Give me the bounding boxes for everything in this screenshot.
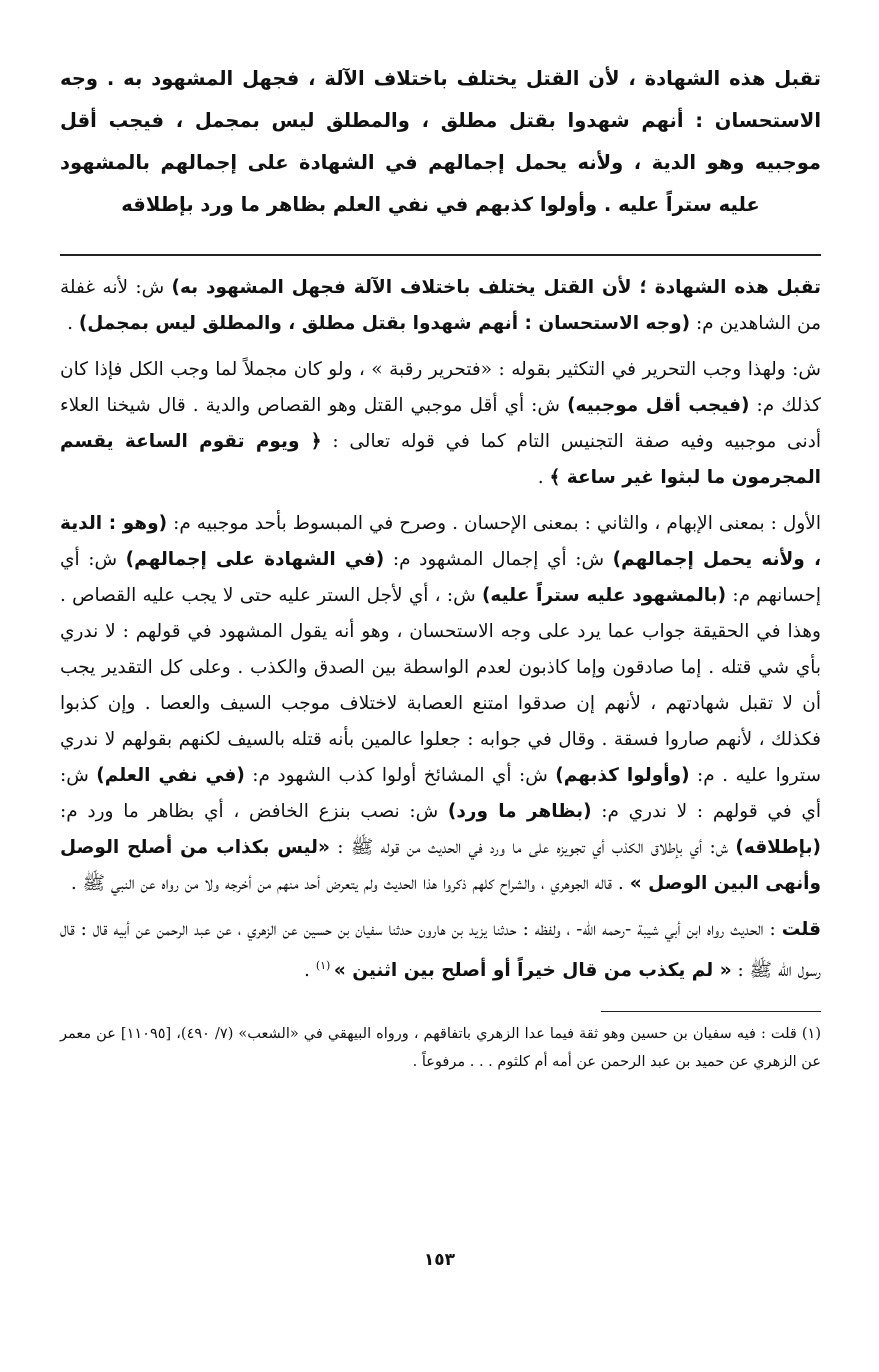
- commentary-text: ش: أي في قولهم : لا ندري م:: [60, 765, 821, 822]
- commentary-text: ش: أي أقل موجبي القتل وهو القصاص والدية . قال شيخنا العلاء أدنى موجبيه وفيه صفة التجنيس التام كما في قوله تعالى :: [60, 395, 821, 452]
- commentary-text: ش: نصب بنزع الخافض ، أي بظاهر ما ورد م:: [60, 801, 448, 822]
- page-number: ١٥٣: [423, 1250, 456, 1270]
- commentary-text: ش: أي المشائخ أولوا كذب الشهود م:: [244, 765, 556, 786]
- commentary-text: ش: ، أي لأجل الستر عليه حتى لا يجب عليه القصاص . وهذا في الحقيقة جواب عما يرد على وجه الاستحسان ، وهو أنه يقول المشهود في قولهم : لا ندري بأي شي قتله . إما صادقون وإما كاذبون لعدم الواسطة بين الصدق والكذب . وعلى كل التقدير يجب أن لا تقبل شهادتهم ، لأنهم إن صدقوا امتنع العصابة لاختلاف موجب السيف والعصا . وإن كذبوا فكذلك ، لأنهم صاروا فسقة . وقال في جوابه : جعلوا عالمين بأنه قتله بالسيف لكنهم بقولهم لا ندري ستروا عليه . م:: [60, 585, 821, 786]
- footnote-reference: (١): [315, 959, 334, 972]
- quoted-matn: (وهو : الدية ، ولأنه يحمل إجمالهم): [60, 513, 821, 570]
- footnote-1: (١) قلت : فيه سفيان بن حسين وهو ثقة فيما عدا الزهري باتفاقهم ، ورواه البيهقي في «الشعب» (٧/ ٤٩٠)، [١١٠٩٥] عن معمر عن الزهري عن حميد بن عبد الرحمن عن أمه أم كلثوم . . . مرفوعاً .: [60, 1026, 822, 1071]
- quoted-matn: (فيجب أقل موجبيه): [567, 395, 750, 416]
- commentary-text: . قاله الجوهري ، والشراح كلهم ذكروا هذا الحديث ولم يتعرض أحد منهم من أخرجه ولا من رواه عن النبي ﷺ .: [70, 873, 630, 894]
- commentary-text: ش: أي إجمال المشهود م:: [384, 549, 613, 570]
- commentary-paragraph-1: [60, 270, 821, 342]
- commentary-text: .: [67, 313, 79, 334]
- commentary-text: ش: أي بإطلاق الكذب أي تجويزه على ما ورد في الحديث من قوله ﷺ :: [329, 837, 736, 858]
- quoted-matn: (وأولوا كذبهم): [555, 765, 690, 786]
- document-page: [60, 58, 821, 1372]
- qultu-label: قلت: [781, 919, 821, 940]
- quoted-matn: (وجه الاستحسان : أنهم شهدوا بقتل مطلق ، والمطلق ليس بمجمل): [78, 313, 691, 334]
- commentary-paragraph-2: [60, 352, 821, 496]
- quoted-matn: (بظاهر ما ورد): [447, 801, 592, 822]
- commentary-text: ش: ولهذا وجب التحرير في التكثير بقوله : «فتحرير رقبة » ، ولو كان مجملاً لما وجب الكل فإذا كان كذلك م:: [60, 359, 821, 416]
- matn-text: تقبل هذه الشهادة ، لأن القتل يختلف باختلاف الآلة ، فجهل المشهود به . وجه الاستحسان : أنهم شهدوا بقتل مطلق ، والمطلق ليس بمجمل ، فيجب أقل موجبيه وهو الدية ، ولأنه يحمل إجمالهم في الشهادة على إجمالهم بالمشهود عليه ستراً عليه . وأولوا كذبهم في نفي العلم بظاهر ما ورد بإطلاقه: [60, 67, 821, 216]
- commentary: [60, 270, 821, 989]
- commentary-text: الأول : بمعنى الإبهام ، والثاني : بمعنى الإحسان . وصرح في المبسوط بأحد موجبيه م:: [167, 513, 821, 534]
- commentary-text: .: [537, 467, 550, 488]
- commentary-text: : الحديث رواه ابن أبي شيبة -رحمه الله- ، ولفظه : حدثنا يزيد بن هارون حدثنا سفيان بن حسين عن الزهري ، عن عبد الرحمن عن أبيه قال : قال رسول الله ﷺ :: [60, 919, 821, 982]
- hadith-quote: « لم يكذب من قال خيراً أو أصلح بين اثنين »: [333, 960, 732, 982]
- footnote-rule: [601, 1011, 821, 1012]
- commentary-text: ش: لأنه غفلة من الشاهدين م:: [60, 277, 821, 334]
- hadith-quote: «ليس بكذاب من أصلح الوصل وأنهى البين الوصل »: [60, 837, 821, 894]
- commentary-text: .: [304, 960, 316, 982]
- quoted-matn: (في نفي العلم): [96, 765, 245, 786]
- quran-verse: ﴿ ويوم تقوم الساعة يقسم المجرمون ما لبثوا غير ساعة ﴾: [60, 431, 821, 488]
- commentary-paragraph-3: [60, 506, 821, 902]
- quoted-matn: تقبل هذه الشهادة ؛ لأن القتل يختلف باختلاف الآلة فجهل المشهود به): [171, 277, 821, 298]
- quoted-matn: (بالمشهود عليه ستراً عليه): [481, 585, 727, 606]
- commentary-text: ش: أي إحسانهم م:: [60, 549, 821, 606]
- quoted-matn: (في الشهادة على إجمالهم): [125, 549, 385, 570]
- quoted-matn: (بإطلاقه): [735, 837, 821, 858]
- commentary-paragraph-4: [60, 912, 821, 989]
- section-divider: [60, 254, 821, 256]
